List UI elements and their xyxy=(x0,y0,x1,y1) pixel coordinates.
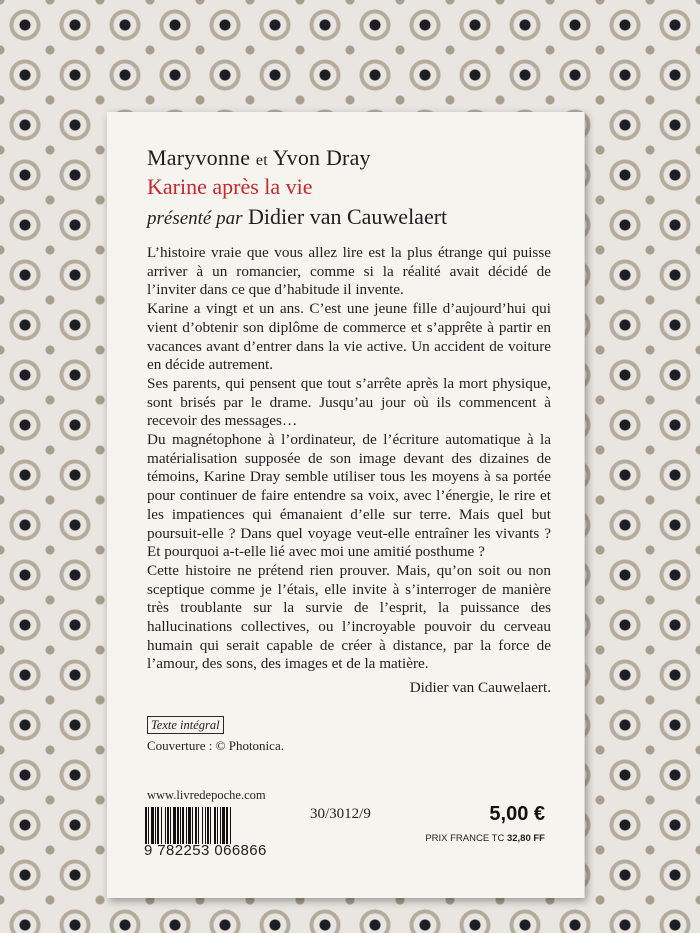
author-second: Yvon Dray xyxy=(272,145,371,170)
blurb-paragraph: Ses parents, qui pensent que tout s’arrête après la mort physique, sont brisés par le drame. Jusqu’au jour où ils commencent à recevoir des messages… xyxy=(147,374,551,430)
blurb xyxy=(147,244,551,674)
book-back-cover xyxy=(107,112,585,898)
blurb-paragraph: Cette histoire ne prétend rien prouver. Mais, qu’on soit ou non sceptique comme je l’étais, elle invite à s’interroger de manière très troublante sur la survie de l’esprit, la puissance des hallucinations collectives, ou l’incroyable pouvoir du cerveau humain qui serait capable de créer à distance, par la force de l’amour, des sons, des images et de la matière. xyxy=(147,561,551,673)
author-connector: et xyxy=(255,152,268,169)
texte-integral-box: Texte intégral xyxy=(147,716,224,734)
author-first: Maryvonne xyxy=(147,145,251,170)
barcode-icon xyxy=(144,807,266,844)
price: 5,00 € xyxy=(489,803,545,825)
signature: Didier van Cauwelaert. xyxy=(409,679,551,696)
book-title: Karine après la vie xyxy=(147,174,313,199)
prix-francs: 32,80 FF xyxy=(506,833,545,844)
cover-credit: Couverture : © Photonica. xyxy=(147,738,284,753)
website: www.livredepoche.com xyxy=(147,788,266,802)
blurb-paragraph: Karine a vingt et un ans. C’est une jeune fille d’aujourd’hui qui vient d’obtenir son diplôme de commerce et s’apprête à partir en vacances avant d’entrer dans la vie active. Un accident de voiture en décide autrement. xyxy=(147,300,551,374)
authors-line xyxy=(147,145,371,171)
prix-label: PRIX FRANCE TC xyxy=(425,833,505,844)
barcode-block xyxy=(144,807,266,859)
prix-france-line xyxy=(425,833,545,844)
isbn-digits: 9 782253 066866 xyxy=(144,842,267,859)
blurb-paragraph: Du magnétophone à l’ordinateur, de l’écriture automatique à la matérialisation supposée de son image devant des dizaines de témoins, Karine Dray semble utiliser tous les moyens à sa portée pour continuer de faire entendre sa voix, avec l’énergie, le rire et les impatiences qui émanaient d’elle sur terre. Mais quel but poursuit-elle ? Dans quel voyage veut-elle entraîner les vivants ? Et pourquoi a-t-elle lié avec moi une amitié posthume ? xyxy=(147,431,551,561)
presented-label: présenté par xyxy=(147,208,243,229)
reference-number: 30/3012/9 xyxy=(310,806,371,822)
presenter-name: Didier van Cauwelaert xyxy=(248,204,448,229)
presented-line xyxy=(147,204,447,230)
blurb-paragraph: L’histoire vraie que vous allez lire est la plus étrange qui puisse arriver à un romancier, comme si la réalité avait décidé de l’inviter dans ce que d’habitude il invente. xyxy=(147,244,551,299)
